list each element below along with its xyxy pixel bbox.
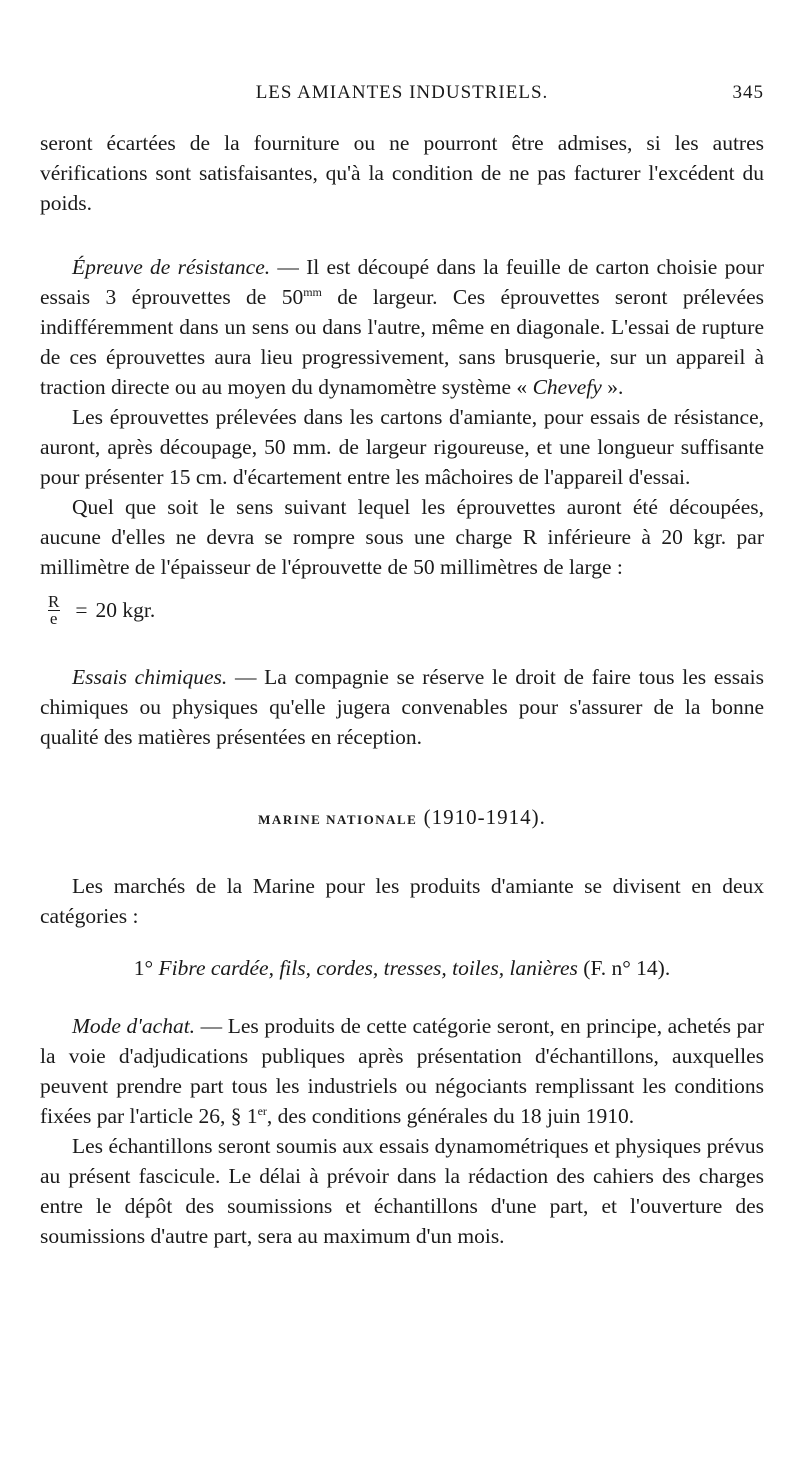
paragraph-continuation: seront écartées de la fourniture ou ne pourront être admises, si les autres vérifications sont satisfaisantes, qu'à la condition de ne pas facturer l'excédent du poids. (40, 131, 764, 215)
page-number: 345 (732, 82, 764, 103)
formula-equals: = (75, 597, 88, 622)
category-number: 1° (133, 956, 154, 980)
paragraph-samples: Les échantillons seront soumis aux essais dynamométriques et physiques prévus au présent fascicule. Le délai à prévoir dans la rédaction des cahiers des charges entre le dépôt des soumissions et échantillons d'une part, et l'ouverture des soumissions d'autre part, sera au maximum d'un mois. (40, 1134, 764, 1248)
formula-result: 20 kgr. (95, 597, 156, 622)
section-heading-resistance: Épreuve de résistance. (72, 255, 271, 279)
purchase-text-a: — Les produits de cette catégorie seront, en principe, achetés par la voie d'adjudications publiques après présentation d'échantillons, auxquelles peuvent prendre part tous les industriels ou négociants remplissant les conditions fixées par l'article 26, § 1 (40, 1014, 764, 1128)
formula-fraction (46, 591, 61, 628)
formula-numerator: R (48, 591, 60, 611)
resistance-text-b: de largeur. Ces éprouvettes seront prélevées indifféremment dans un sens ou dans l'autre, même en diagonale. L'essai de rupture de ces éprouvettes aura lieu progressivement, sans brusquerie, sur un appareil à traction directe ou au moyen du dynamomètre système « (40, 285, 764, 399)
paragraph-specimens: Les éprouvettes prélevées dans les cartons d'amiante, pour essais de résistance, auront, après découpage, 50 mm. de largeur rigoureuse, et une longueur suffisante pour présenter 15 cm. d'écartement entre les mâchoires de l'appareil d'essai. (40, 405, 764, 489)
category-reference: (F. n° 14). (583, 956, 671, 980)
purchase-text-b: , des conditions générales du 18 juin 1910. (266, 1104, 635, 1128)
section-heading-purchase: Mode d'achat. (72, 1014, 196, 1038)
section-title (40, 802, 764, 835)
section-title-text: MARINE NATIONALE (258, 812, 418, 827)
formula-denominator: e (49, 608, 58, 628)
category-title: Fibre cardée, fils, cordes, tresses, toiles, lanières (158, 956, 578, 980)
paragraph-chemical-tests (40, 662, 764, 752)
category-line (40, 953, 764, 983)
paragraph-resistance-test (40, 252, 764, 402)
page-body (40, 128, 764, 1251)
running-head: LES AMIANTES INDUSTRIELS. (255, 82, 549, 103)
page-header (40, 82, 764, 112)
resistance-text-a: — Il est découpé dans la feuille de carton choisie pour essais 3 éprouvettes de 50 (40, 255, 764, 309)
resistance-text-c: ». (601, 375, 624, 399)
section-heading-chemical: Essais chimiques. (72, 665, 228, 689)
section-years: (1910-1914). (423, 805, 546, 829)
paragraph-load-requirement: Quel que soit le sens suivant lequel les éprouvettes auront été découpées, aucune d'elles ne devra se rompre sous une charge R inférieure à 20 kgr. par millimètre de l'épaisseur de l'éprouvette de 50 millimètres de large : (40, 495, 764, 579)
unit-superscript: mm (303, 284, 322, 299)
dynamometer-name: Chevefy (532, 375, 602, 399)
article-superscript: er (257, 1103, 267, 1118)
paragraph-navy-markets: Les marchés de la Marine pour les produits d'amiante se divisent en deux catégories : (40, 874, 764, 928)
formula (40, 582, 764, 638)
paragraph-purchase-mode (40, 1011, 764, 1131)
chemical-text: — La compagnie se réserve le droit de faire tous les essais chimiques ou physiques qu'elle jugera convenables pour s'assurer de la bonne qualité des matières présentées en réception. (40, 665, 764, 749)
